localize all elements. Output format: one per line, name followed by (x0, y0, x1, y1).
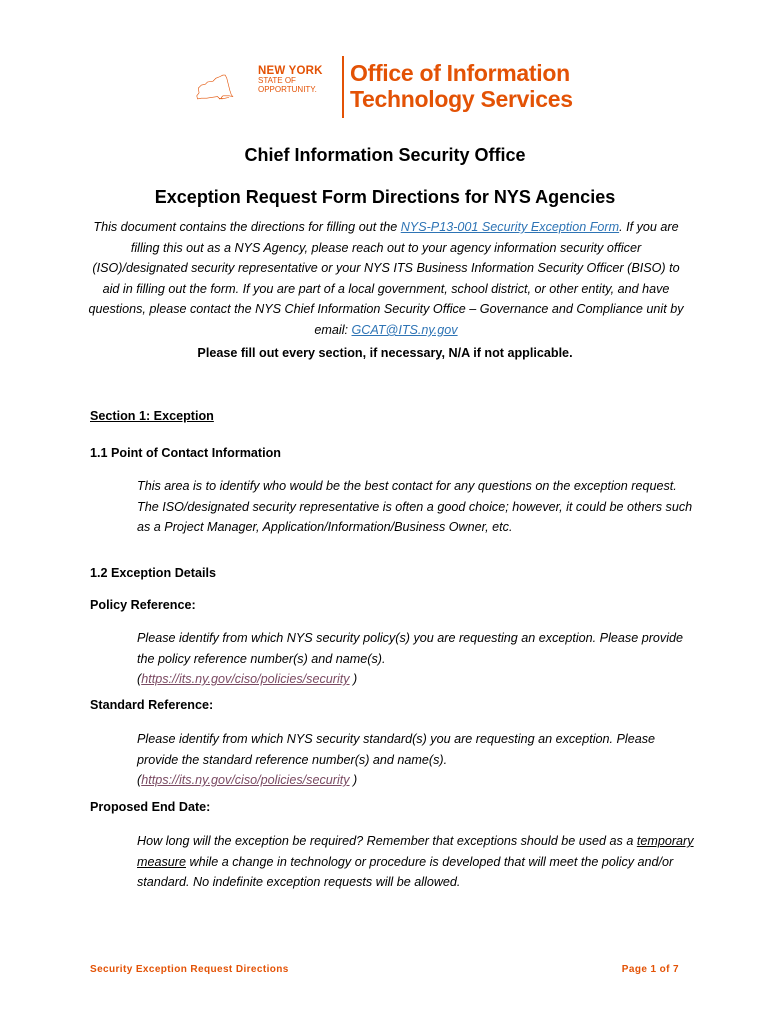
standard-link[interactable]: https://its.ny.gov/ciso/policies/security (141, 773, 350, 788)
document-title: Chief Information Security Office (244, 145, 526, 165)
section1-heading: Section 1: Exception (90, 409, 214, 423)
policy-heading: Policy Reference: (90, 598, 196, 612)
policy-text: Please identify from which NYS security policy(s) you are requesting an exception. Please provide the policy reference number(s) and name(s). (https://its.ny.gov/ciso/policies/security ) (137, 631, 683, 687)
gcat-email-link[interactable]: GCAT@ITS.ny.gov (351, 322, 458, 337)
intro-part1: This document contains the directions for filling out the (93, 220, 401, 234)
state-name: NEW YORK (258, 65, 323, 77)
document-subtitle: Exception Request Form Directions for NYS Agencies (154, 187, 616, 207)
exception-form-link[interactable]: NYS-P13-001 Security Exception Form (400, 220, 620, 234)
intro-part2: . If you are filling this out as a NYS Agency, please reach out to your agency information security officer (ISO)/designated security representative or your NYS ITS Business Information Security Officer (BISO) to aid in filling out the form. If you are part of a local government, school district, or other entity, and have questions, please contact the NYS Chief Information Security Office – Governance and Compliance unit by email: (88, 220, 684, 337)
footer-page-number: Page 1 of 7 (621, 964, 679, 975)
intro-paragraph (86, 217, 686, 341)
enddate-emphasis: temporary measure (137, 834, 694, 869)
state-sub1: STATE OF (258, 76, 296, 85)
poc-text: This area is to identify who would be the best contact for any questions on the exception request. The ISO/designated security representative is often a good choice; however, it could be others such as a Project Manager, Application/Information/Business Owner, etc. (137, 479, 693, 535)
office-wordmark (350, 60, 573, 112)
state-wordmark (258, 66, 323, 94)
office-line1: Office of Information (350, 60, 570, 86)
enddate-heading: Proposed End Date: (90, 800, 211, 814)
policy-text-body: Please identify from which NYS security policy(s) you are requesting an exception. Please provide the policy reference number(s) and name(s). (137, 631, 683, 666)
standard-text: Please identify from which NYS security standard(s) you are requesting an exception. Please provide the standard reference number(s) and name(s). (https://its.ny.gov/ciso/policies/security ) (137, 732, 656, 788)
poc-heading: 1.1 Point of Contact Information (90, 446, 282, 460)
enddate-part2: while a change in technology or procedure is developed that will meet the policy and/or standard. No indefinite exception requests will be allowed. (137, 854, 674, 890)
fill-note: Please fill out every section, if necessary, N/A if not applicable. (197, 346, 573, 360)
enddate-text (137, 831, 697, 893)
office-line2: Technology Services (350, 86, 573, 112)
enddate-part1: How long will the exception be required? Remember that exceptions should be used as a (137, 834, 637, 848)
footer-doc-title: Security Exception Request Directions (90, 964, 289, 975)
policy-link[interactable]: https://its.ny.gov/ciso/policies/security (141, 672, 350, 687)
details-heading: 1.2 Exception Details (90, 566, 216, 580)
logo-divider (342, 56, 344, 118)
state-sub2: OPPORTUNITY. (258, 85, 317, 94)
standard-heading: Standard Reference: (90, 698, 214, 712)
standard-text-body: Please identify from which NYS security standard(s) you are requesting an exception. Please provide the standard reference number(s) and name(s). (137, 732, 656, 767)
